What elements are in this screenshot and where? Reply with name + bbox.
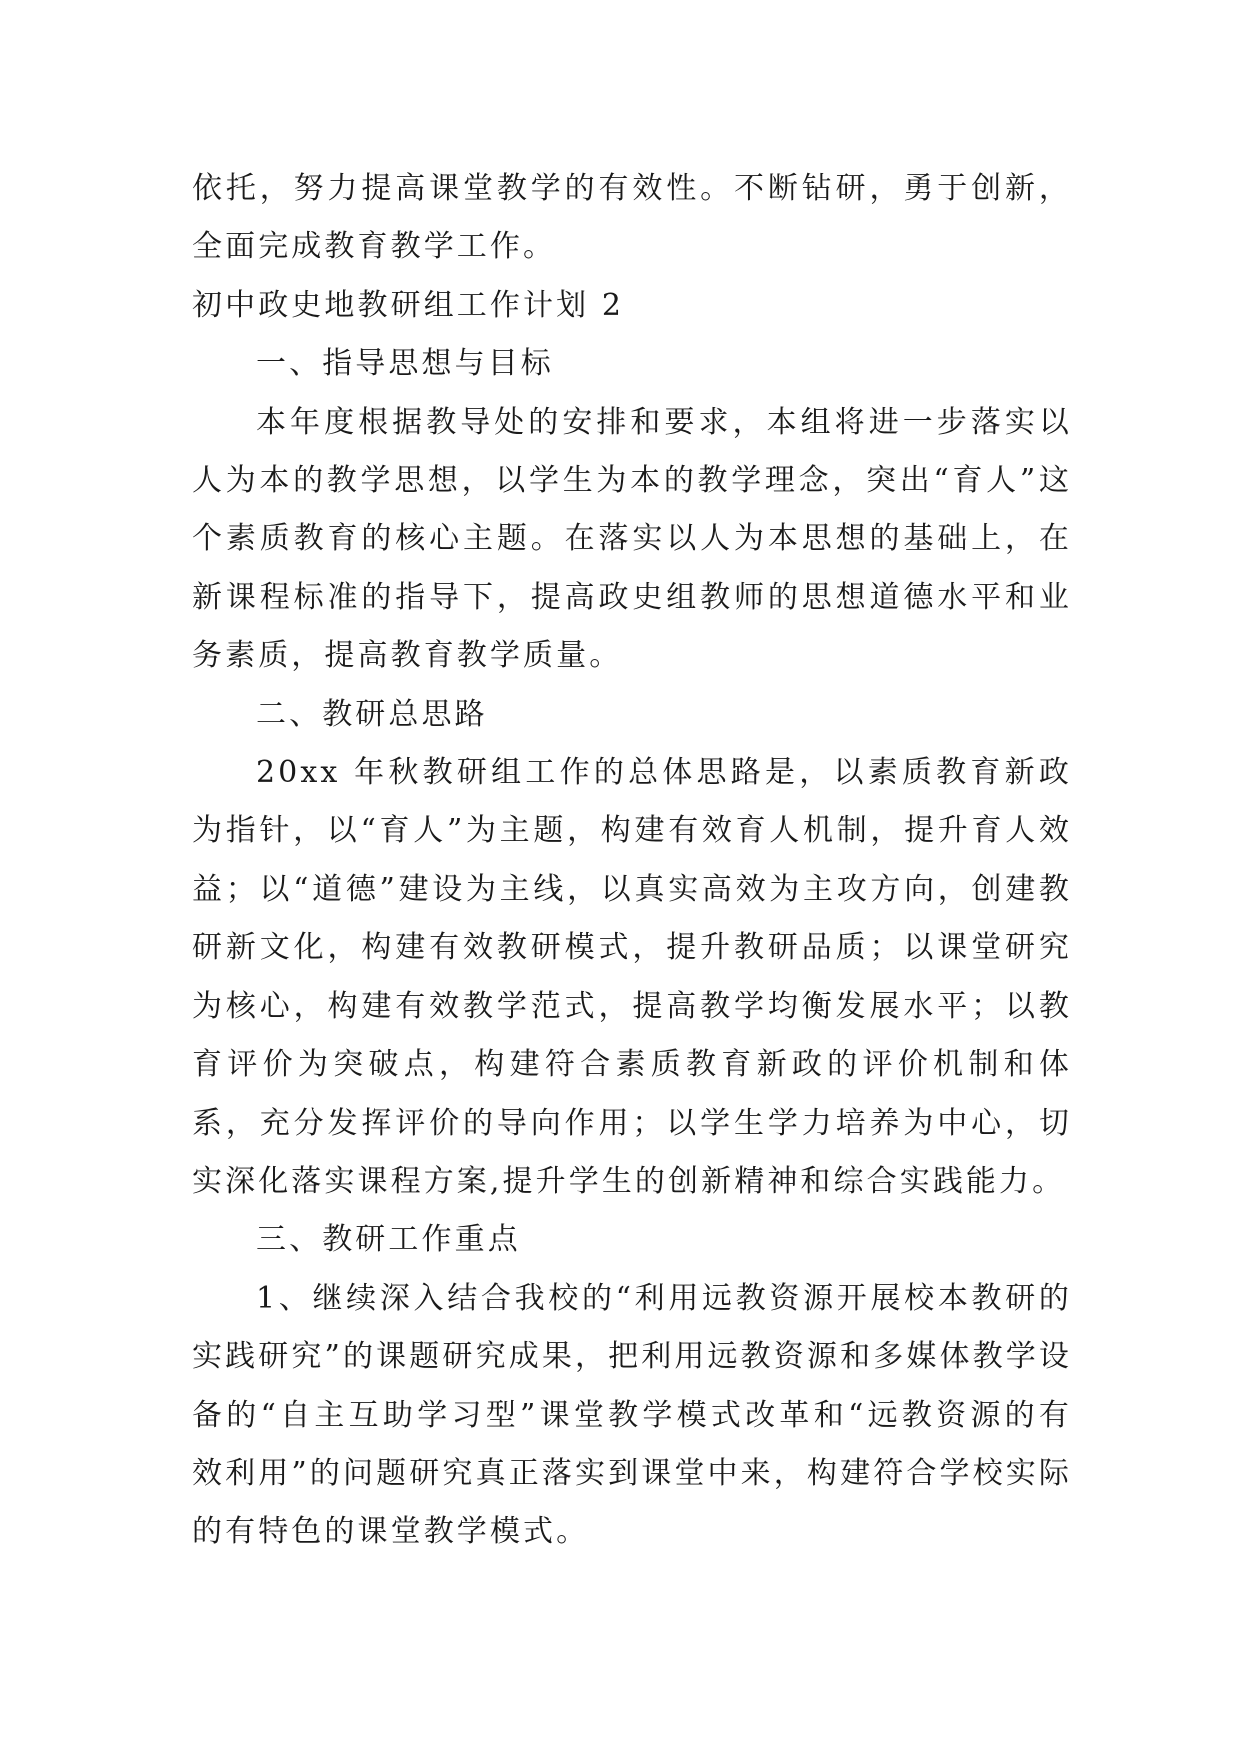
paragraph-overall-approach: 20xx 年秋教研组工作的总体思路是，以素质教育新政为指针，以“育人”为主题，构建有效育人机制，提升育人效益；以“道德”建设为主线，以真实高效为主攻方向，创建教研新文化，构建有效教研模式，提升教研品质；以课堂研究为核心，构建有效教学范式，提高教学均衡发展水平；以教育评价为突破点，构建符合素质教育新政的评价机制和体系，充分发挥评价的导向作用；以学生学力培养为中心，切实深化落实课程方案,提升学生的创新精神和综合实践能力。 xyxy=(192,755,1072,1199)
paragraph-key-work-item-1: 1、继续深入结合我校的“利用远教资源开展校本教研的实践研究”的课题研究成果，把利用远教资源和多媒体教学设备的“自主互助学习型”课堂教学模式改革和“远教资源的有效利用”的问题研究真正落实到课堂中来，构建符合学校实际的有特色的课堂教学模式。 xyxy=(192,1280,1072,1550)
document-body xyxy=(192,160,1072,1562)
section-heading-overall-approach: 二、教研总思路 xyxy=(256,696,488,732)
paragraph-guiding-thought: 本年度根据教导处的安排和要求，本组将进一步落实以人为本的教学思想，以学生为本的教学理念，突出“育人”这个素质教育的核心主题。在落实以人为本思想的基础上，在新课程标准的指导下，提高政史组教师的思想道德水平和业务素质，提高教育教学质量。 xyxy=(192,404,1072,674)
section-heading-guiding-thought: 一、指导思想与目标 xyxy=(256,346,554,382)
paragraph-continuation: 依托，努力提高课堂教学的有效性。不断钻研，勇于创新，全面完成教育教学工作。 xyxy=(192,171,1072,265)
document-title: 初中政史地教研组工作计划 2 xyxy=(192,287,625,323)
section-heading-key-work: 三、教研工作重点 xyxy=(256,1222,521,1258)
